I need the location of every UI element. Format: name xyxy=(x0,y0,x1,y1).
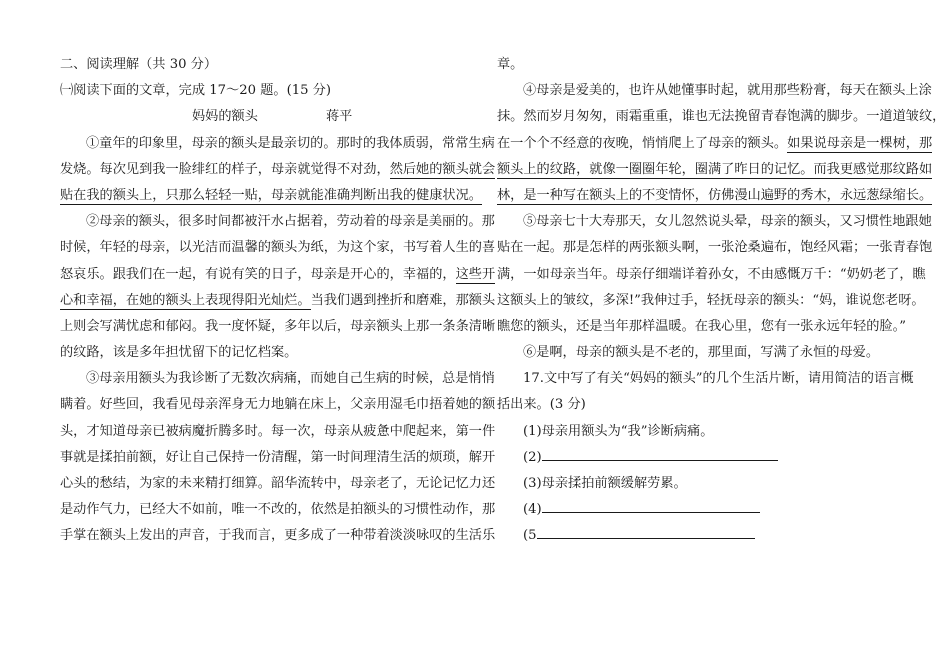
passage-author: 蒋平 xyxy=(325,109,353,125)
paragraph-3-line-9: 章。 xyxy=(497,57,524,72)
answer-item-3: (3)母亲揉拍前额缓解劳累。 xyxy=(523,476,687,491)
paragraph-6-line-1: ⑥是啊，母亲的额头是不老的，那里面，写满了永恒的母爱。 xyxy=(523,345,880,361)
section-heading: 二、阅读理解（共 30 分） xyxy=(60,57,218,72)
paragraph-4-line-5 xyxy=(497,183,933,209)
paragraph-3-line-7: 手掌在额头上发出的声音，于我而言，更多成了一种带着淡淡咏叹的生活乐 xyxy=(60,528,496,544)
paragraph-3-line-5: 心头的愁结，为家的未来精打细算。韶华流转中，母亲老了，无论记忆力还 xyxy=(60,476,496,491)
paragraph-3-line-4: 事就是揉拍前额，好让自己保持一份清醒，第一时间理清生活的烦琐，解开 xyxy=(60,449,496,465)
passage-title-line xyxy=(60,104,455,130)
paragraph-1-line-2: 发烧。每次见到我一脸绯红的样子，母亲就觉得不对劲，然后她的额头就会 xyxy=(60,161,496,177)
answer-blank-4[interactable] xyxy=(542,511,760,513)
question-17-line-1: 17.文中写了有关“妈妈的额头”的几个生活片断，请用简洁的语言概 xyxy=(523,371,914,387)
paragraph-4-line-3: 在一个个不经意的夜晚，悄悄爬上了母亲的额头。如果说母亲是一棵树，那 xyxy=(497,135,933,151)
paragraph-3-line-3: 头，才知道母亲已被病魔折腾多时。每一次，母亲从疲惫中爬起来，第一件 xyxy=(60,423,496,439)
paragraph-5-line-5: 瞧您的额头，还是当年那样温暖。在我心里，您有一张永远年轻的脸。” xyxy=(497,318,906,334)
paragraph-5-line-1: ⑤母亲七十大寿那天，女儿忽然说头晕，母亲的额头，又习惯性地跟她 xyxy=(523,214,932,230)
answer-blank-2[interactable] xyxy=(542,459,778,461)
paragraph-2-line-1: ②母亲的额头，很多时间都被汗水占据着，劳动着的母亲是美丽的。那 xyxy=(86,214,495,230)
paragraph-1-line-1: ①童年的印象里，母亲的额头是最亲切的。那时的我体质弱，常常生病 xyxy=(86,135,495,151)
underlined-text: 这些开 xyxy=(455,266,496,282)
paragraph-2-line-3: 怒哀乐。跟我们在一起，有说有笑的日子，母亲是开心的，幸福的，这些开 xyxy=(60,266,496,282)
answer-item-4: (4) xyxy=(497,497,912,523)
paragraph-2-line-6: 的纹路，该是多年担忧留下的记忆档案。 xyxy=(60,345,298,361)
paragraph-5-line-2: 贴在一起。那是怎样的两张额头啊，一张沧桑遍布，饱经风霜；一张青春饱 xyxy=(497,240,933,256)
answer-item-1: (1)母亲用额头为“我”诊断病痛。 xyxy=(523,423,714,439)
paragraph-3-line-2: 瞒着。好些回，我看见母亲浑身无力地躺在床上，父亲用湿毛巾捂着她的额 xyxy=(60,397,496,413)
paragraph-5-line-4: 这额头上的皱纹，多深!”我伸过手，轻抚母亲的额头：“妈，谁说您老呀。 xyxy=(497,292,925,308)
paragraph-4-line-4 xyxy=(497,157,933,183)
underlined-text: 然后她的额头就会 xyxy=(389,161,496,177)
paragraph-3-line-1: ③母亲用额头为我诊断了无数次病痛，而她自己生病的时候，总是悄悄 xyxy=(86,371,495,387)
underlined-text: 林，是一种写在额头上的不变情怀，仿佛漫山遍野的秀木，永远葱绿缩长。 xyxy=(497,187,933,203)
underlined-text: 贴在我的额头上，只那么轻轻一贴，母亲就能准确判断出我的健康状况。 xyxy=(60,187,482,203)
right-column xyxy=(497,52,946,550)
question-17-line-2: 括出来。(3 分) xyxy=(497,397,586,413)
paragraph-3-line-8 xyxy=(60,550,455,576)
paragraph-4-line-1: ④母亲是爱美的，也许从她懂事时起，就用那些粉膏，每天在额头上涂 xyxy=(523,83,932,99)
paragraph-1-line-3 xyxy=(60,183,482,209)
underlined-text: 如果说母亲是一棵树，那 xyxy=(787,135,933,151)
passage-instruction: ㈠阅读下面的文章，完成 17～20 题。(15 分) xyxy=(60,83,332,99)
left-column xyxy=(60,52,496,576)
passage-title: 妈妈的额头 xyxy=(192,109,258,125)
answer-blank-5[interactable] xyxy=(537,537,755,539)
paragraph-2-line-4: 心和幸福，在她的额头上表现得阳光灿烂。当我们遇到挫折和磨难，那额头 xyxy=(60,292,496,308)
paragraph-4-line-2: 抹。然而岁月匆匆，雨霜重重，谁也无法挽留青春饱满的脚步。一道道皱纹， xyxy=(497,109,946,125)
underlined-text: 心和幸福，在她的额头上表现得阳光灿烂。 xyxy=(60,292,311,308)
answer-item-5: (5 xyxy=(497,523,912,549)
paragraph-2-line-2: 时候，年轻的母亲，以光洁而温馨的额头为纸，为这个家，书写着人生的喜 xyxy=(60,240,496,256)
answer-item-2: (2) xyxy=(497,445,912,471)
underlined-text: 额头上的纹路，就像一圈圈年轮，圈满了昨日的记忆。而我更感觉那纹路如 xyxy=(497,161,933,177)
paragraph-5-line-3: 满，一如母亲当年。母亲仔细端详着孙女，不由感慨万千：“奶奶老了，瞧 xyxy=(497,266,926,282)
paragraph-3-line-6: 是动作气力，已经大不如前，唯一不改的，依然是拍额头的习惯性动作，那 xyxy=(60,502,496,518)
paragraph-2-line-5: 上则会写满忧虑和郁闷。我一度怀疑，多年以后，母亲额头上那一条条清晰 xyxy=(60,318,496,334)
